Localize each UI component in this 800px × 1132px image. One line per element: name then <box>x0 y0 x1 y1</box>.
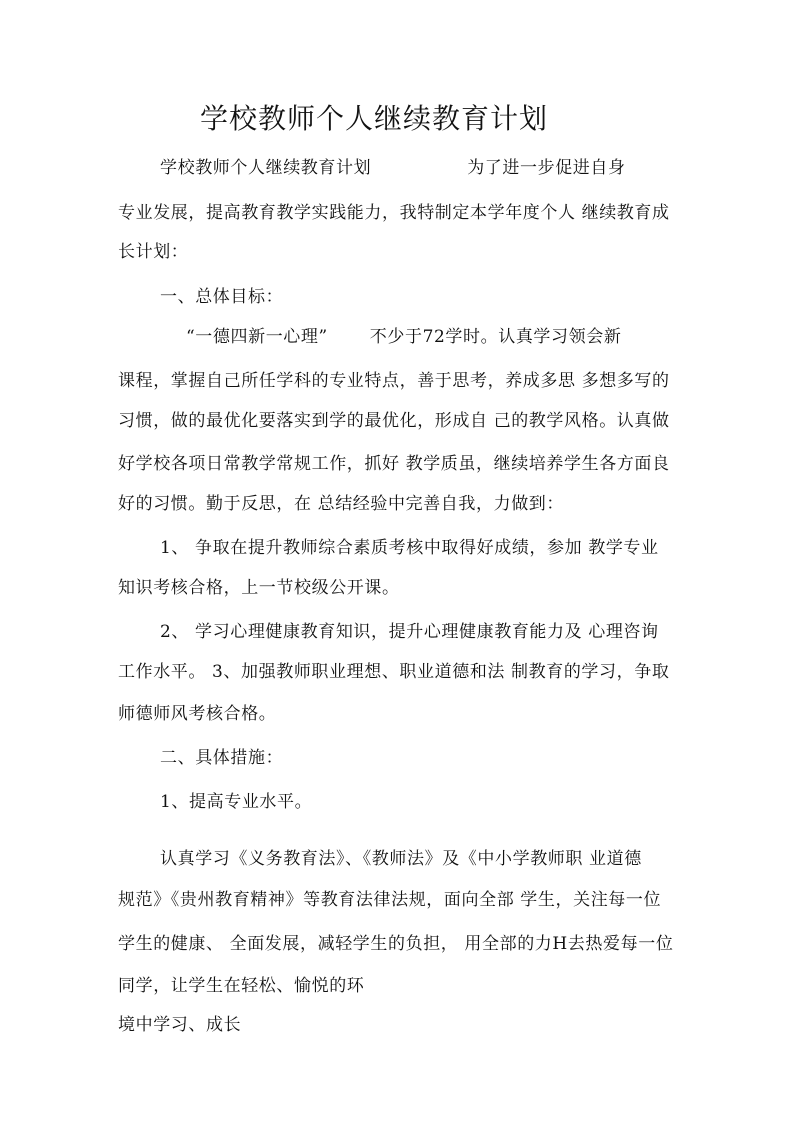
section1-hours: 不少于72学时。认真学习领会新 <box>369 327 622 347</box>
section2-para-line-3: 学生的健康、 全面发展，减轻学生的负担， 用全部的力H去热爱每一位 <box>118 934 674 954</box>
section1-line-1 <box>186 325 621 349</box>
section1-heading: 一、总体目标： <box>160 287 284 307</box>
section2-subheading-1: 1、提高专业水平。 <box>160 792 313 812</box>
section1-line-4: 好学校各项日常教学常规工作，抓好 教学质虽，继续培养学生各方面良 <box>118 454 670 474</box>
item2-line-1: 2、 学习心理健康教育知识，提升心理健康教育能力及 心理咨询 <box>160 622 659 642</box>
document-title: 学校教师个人继续教育计划 <box>200 102 549 135</box>
section2-heading: 二、具体措施： <box>160 748 284 768</box>
item2-line-3: 师德师风考核合格。 <box>118 704 277 724</box>
item2-line-2: 工作水平。 3、加强教师职业理想、职业道德和法 制教育的学习，争取 <box>118 662 670 682</box>
section1-line-2: 课程，掌握自己所任学科的专业特点，善于思考，养成多思 多想多写的 <box>118 371 670 391</box>
intro-line-2: 专业发展，提高教育教学实践能力，我特制定本学年度个人 继续教育成 <box>118 203 670 223</box>
section2-para-line-5: 境中学习、成长 <box>118 1015 242 1035</box>
intro-line-1 <box>160 156 626 180</box>
intro-text-part1: 学校教师个人继续教育计划 <box>160 158 372 178</box>
item1-line-1: 1、 争取在提升教师综合素质考核中取得好成绩，参加 教学专业 <box>160 538 659 558</box>
item1-line-2: 知识考核合格，上一节校级公开课。 <box>118 578 400 598</box>
intro-line-3: 长计划： <box>118 242 189 262</box>
intro-text-part2: 为了进一步促进自身 <box>467 158 626 178</box>
section1-line-5: 好的习惯。勤于反思，在 总结经验中完善自我，力做到： <box>118 494 565 514</box>
section2-para-line-2: 规范》《贵州教育精神》等教育法律法规，面向全部 学生，关注每一位 <box>118 890 662 910</box>
section2-para-line-4: 同学，让学生在轻松、愉悦的环 <box>118 976 365 996</box>
section1-line-3: 习惯，做的最优化要落实到学的最优化，形成自 己的教学风格。认真做 <box>118 411 670 431</box>
section1-quote: “一德四新一心理” <box>186 327 328 347</box>
section2-para-line-1: 认真学习《义务教育法》、《教师法》及《中小学教师职 业道德 <box>160 849 642 869</box>
